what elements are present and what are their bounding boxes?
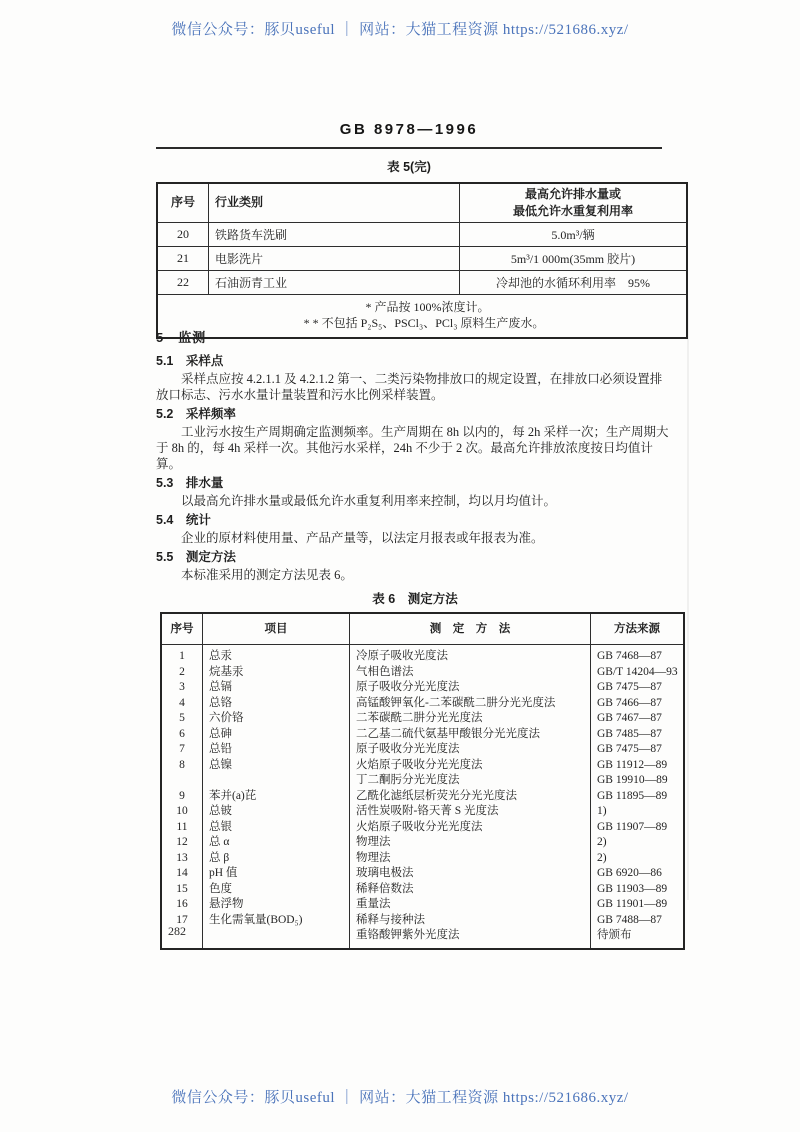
table6-cell-item: 总 β — [203, 851, 350, 867]
table5-cell-no: 20 — [157, 223, 209, 247]
table6-row — [161, 820, 684, 836]
table6-cell-item: 总镍 — [203, 758, 350, 774]
scan-artifact-line — [687, 300, 689, 900]
subsection-5-2-heading — [156, 406, 674, 422]
table6-cell-source: GB/T 14204—93 — [591, 665, 685, 681]
table6-cell-source: GB 7475—87 — [591, 742, 685, 758]
table6-row — [161, 680, 684, 696]
subsection-5-1-paragraph: 采样点应按 4.2.1.1 及 4.2.1.2 第一、二类污染物排放口的规定设置，在排放口必须设置排放口标志、污水水量计量装置和污水比例采样装置。 — [156, 372, 663, 402]
table6-cell-item: 生化需氧量(BOD₅) — [203, 913, 350, 929]
table6-body — [161, 645, 684, 949]
table6-cell-source: GB 11912—89 — [591, 758, 685, 774]
table6-cell-item: 烷基汞 — [203, 665, 350, 681]
table5-header — [157, 183, 687, 223]
table5 — [156, 182, 688, 339]
table6-cell-no: 7 — [161, 742, 203, 758]
table6-cell-source: GB 7488—87 — [591, 913, 685, 929]
table6-cell-method: 冷原子吸收光度法 — [350, 645, 591, 665]
table5-header-industry: 行业类别 — [209, 183, 460, 223]
table6-cell-item: 总砷 — [203, 727, 350, 743]
table5-header-value-line1: 最高允许排水量或 — [524, 186, 621, 201]
watermark-top: 微信公众号：豚贝useful ｜ 网站：大猫工程资源 https://521686.xyz/ — [171, 22, 629, 38]
table6-cell-item: 总汞 — [203, 645, 350, 665]
table6-row — [161, 835, 684, 851]
table6-cell-method: 重量法 — [350, 897, 591, 913]
document-header-block — [156, 121, 662, 339]
table6-cell-item: 色度 — [203, 882, 350, 898]
table5-header-row — [157, 183, 687, 223]
table6-cell-item: pH 值 — [203, 866, 350, 882]
table6-cell-method: 稀释倍数法 — [350, 882, 591, 898]
table5-cell-value: 5m³/1 000m(35mm 胶片) — [460, 247, 688, 271]
table6-header-method: 测 定 方 法 — [350, 613, 591, 645]
table6-cell-item: 悬浮物 — [203, 897, 350, 913]
table6-cell-method: 玻璃电极法 — [350, 866, 591, 882]
table6-cell-source: 2) — [591, 851, 685, 867]
table6-cell-source: GB 11901—89 — [591, 897, 685, 913]
subsection-number: 5.1 — [156, 354, 174, 368]
table6-cell-item — [203, 928, 350, 949]
table6-cell-no: 17 — [161, 913, 203, 929]
table6-header-row — [161, 613, 684, 645]
table6-cell-item: 总铍 — [203, 804, 350, 820]
table6-cell-method: 高锰酸钾氧化-二苯碳酰二肼分光光度法 — [350, 696, 591, 712]
table6-cell-no: 14 — [161, 866, 203, 882]
table6-cell-item — [203, 773, 350, 789]
table6-cell-no: 12 — [161, 835, 203, 851]
table6-cell-method: 原子吸收分光光度法 — [350, 742, 591, 758]
table6-cell-method: 原子吸收分光光度法 — [350, 680, 591, 696]
table6-cell-source: GB 7475—87 — [591, 680, 685, 696]
table6-row — [161, 913, 684, 929]
table5-cell-industry: 石油沥青工业 — [209, 271, 460, 295]
section5-block — [156, 330, 678, 950]
table6-row — [161, 742, 684, 758]
table6-cell-no: 9 — [161, 789, 203, 805]
table6-cell-item: 总铅 — [203, 742, 350, 758]
table5-header-value-line2: 最低允许水重复利用率 — [512, 204, 633, 218]
table5-cell-no: 21 — [157, 247, 209, 271]
title-divider — [156, 147, 662, 149]
table6-cell-no: 16 — [161, 897, 203, 913]
table6-cell-no: 10 — [161, 804, 203, 820]
table6-cell-method: 火焰原子吸收分光光度法 — [350, 820, 591, 836]
subsection-number: 5.2 — [156, 407, 174, 421]
table6-cell-method: 活性炭吸附-铬天菁 S 光度法 — [350, 804, 591, 820]
page-number: 282 — [168, 924, 186, 938]
table6-row — [161, 727, 684, 743]
table6-cell-source: GB 11907—89 — [591, 820, 685, 836]
table6-cell-item: 总镉 — [203, 680, 350, 696]
subsection-number: 5.4 — [156, 513, 174, 527]
table6-row — [161, 773, 684, 789]
table6-header-source: 方法来源 — [591, 613, 685, 645]
footnote-1: * 产品按 100%浓度计。 — [365, 300, 490, 314]
subsection-number: 5.5 — [156, 550, 174, 564]
table5-cell-value: 5.0m³/辆 — [460, 223, 688, 247]
table6-cell-method: 火焰原子吸收分光光度法 — [350, 758, 591, 774]
table5-row — [157, 223, 687, 247]
table6-header-item: 项目 — [203, 613, 350, 645]
subsection-5-3-heading — [156, 475, 674, 491]
subsection-5-5-heading — [156, 549, 674, 565]
table6-cell-source: GB 11895—89 — [591, 789, 685, 805]
table6-cell-no: 11 — [161, 820, 203, 836]
table6-cell-method: 重铬酸钾紫外光度法 — [350, 928, 591, 949]
table6-row — [161, 758, 684, 774]
section5-heading: 5 监测 — [156, 330, 207, 345]
table6-row — [161, 804, 684, 820]
table6-header — [161, 613, 684, 645]
table6-cell-no — [161, 773, 203, 789]
table6-row — [161, 711, 684, 727]
table6-row — [161, 882, 684, 898]
table6-cell-method: 丁二酮肟分光光度法 — [350, 773, 591, 789]
table6-cell-source: GB 6920—86 — [591, 866, 685, 882]
table6-cell-source: GB 7485—87 — [591, 727, 685, 743]
table6-cell-no: 5 — [161, 711, 203, 727]
table6-cell-no: 6 — [161, 727, 203, 743]
table6-row — [161, 851, 684, 867]
table6-row — [161, 928, 684, 949]
table6-row — [161, 866, 684, 882]
table6-cell-source: GB 19910—89 — [591, 773, 685, 789]
table6-cell-source: GB 7466—87 — [591, 696, 685, 712]
table6-cell-item: 苯并(a)芘 — [203, 789, 350, 805]
table6-cell-item: 总铬 — [203, 696, 350, 712]
table6-row — [161, 789, 684, 805]
subsection-title: 测定方法 — [185, 550, 236, 564]
table6-row — [161, 645, 684, 665]
table6-caption: 表 6 测定方法 — [372, 592, 458, 606]
table6-cell-item: 六价铬 — [203, 711, 350, 727]
table6-cell-no: 2 — [161, 665, 203, 681]
table6-cell-no: 15 — [161, 882, 203, 898]
table6-cell-method: 物理法 — [350, 835, 591, 851]
table6-cell-no: 13 — [161, 851, 203, 867]
table6-cell-no: 4 — [161, 696, 203, 712]
subsection-title: 采样点 — [185, 354, 224, 368]
watermark-bottom: 微信公众号：豚贝useful ｜ 网站：大猫工程资源 https://521686.xyz/ — [171, 1090, 629, 1106]
table5-row — [157, 271, 687, 295]
subsection-5-4-heading — [156, 512, 674, 528]
table6-cell-no: 3 — [161, 680, 203, 696]
table6-cell-method: 二苯碳酰二肼分光光度法 — [350, 711, 591, 727]
subsection-5-5-paragraph: 本标准采用的测定方法见表 6。 — [181, 568, 353, 582]
subsection-5-2-paragraph: 工业污水按生产周期确定监测频率。生产周期在 8h 以内的，每 2h 采样一次；生产周期大于 8h 的，每 4h 采样一次。其他污水采样，24h 不少于 2 次。最高允许排放浓度按日均值计算。 — [156, 425, 669, 471]
table6-cell-method: 物理法 — [350, 851, 591, 867]
table6-cell-item: 总 α — [203, 835, 350, 851]
table6-cell-method: 二乙基二硫代氨基甲酸银分光光度法 — [350, 727, 591, 743]
table6 — [160, 612, 685, 950]
table5-cell-value: 冷却池的水循环利用率 95% — [460, 271, 688, 295]
table6-cell-method: 气相色谱法 — [350, 665, 591, 681]
table5-header-value — [460, 183, 688, 223]
table6-header-no: 序号 — [161, 613, 203, 645]
table5-header-no: 序号 — [157, 183, 209, 223]
table5-caption: 表 5(完) — [387, 160, 431, 174]
table6-cell-source: 2) — [591, 835, 685, 851]
table6-cell-no: 1 — [161, 645, 203, 665]
table5-row — [157, 247, 687, 271]
table6-row — [161, 696, 684, 712]
table6-cell-source: GB 7468—87 — [591, 645, 685, 665]
standard-number-title: GB 8978—1996 — [339, 121, 479, 138]
subsection-title: 采样频率 — [185, 407, 236, 421]
subsection-title: 排水量 — [185, 476, 224, 490]
table6-cell-source: GB 7467—87 — [591, 711, 685, 727]
subsection-number: 5.3 — [156, 476, 174, 490]
table5-cell-no: 22 — [157, 271, 209, 295]
table6-row — [161, 665, 684, 681]
footnote-2: * * 不包括 P₂S₅、PSCl₃、PCl₃ 原料生产废水。 — [303, 316, 545, 330]
table6-cell-source: 1) — [591, 804, 685, 820]
subsection-5-3-paragraph: 以最高允许排水量或最低允许水重复利用率来控制，均以月均值计。 — [181, 494, 557, 508]
table6-cell-item: 总银 — [203, 820, 350, 836]
table6-cell-no: 8 — [161, 758, 203, 774]
subsection-title: 统计 — [185, 513, 211, 527]
table6-row — [161, 897, 684, 913]
table5-cell-industry: 铁路货车洗刷 — [209, 223, 460, 247]
table6-cell-source: GB 11903—89 — [591, 882, 685, 898]
table6-cell-source: 待颁布 — [591, 928, 685, 949]
subsection-5-1-heading — [156, 353, 674, 369]
table5-cell-industry: 电影洗片 — [209, 247, 460, 271]
table6-cell-method: 乙酰化滤纸层析荧光分光光度法 — [350, 789, 591, 805]
table6-cell-method: 稀释与接种法 — [350, 913, 591, 929]
subsection-5-4-paragraph: 企业的原材料使用量、产品产量等，以法定月报表或年报表为准。 — [181, 531, 544, 545]
table5-body — [157, 223, 687, 295]
